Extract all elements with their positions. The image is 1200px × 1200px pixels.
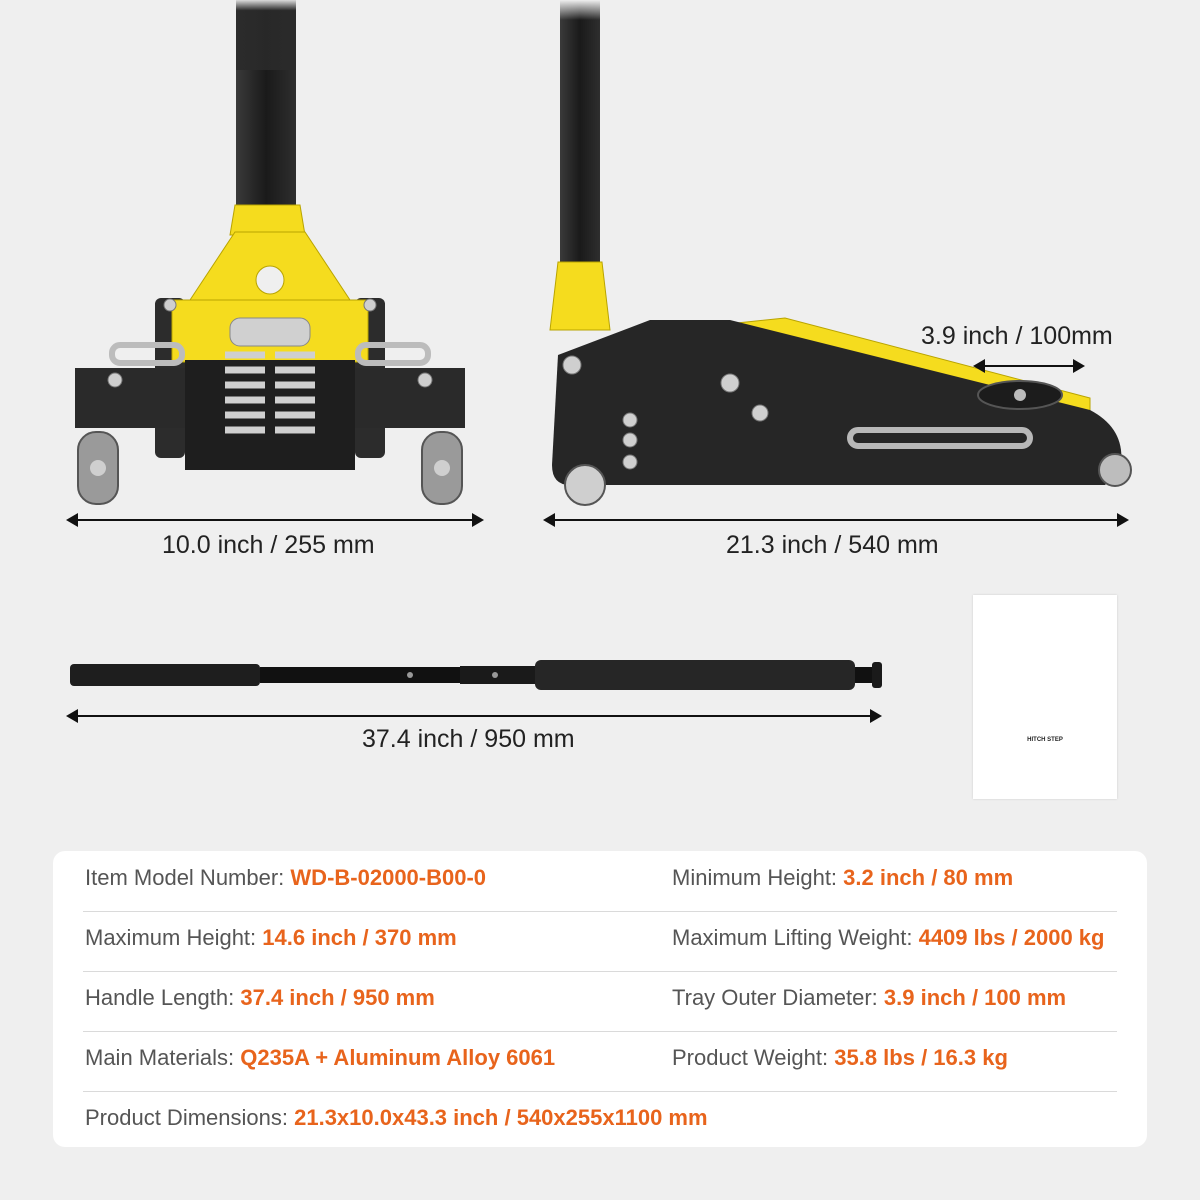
spec-row [83,851,1117,912]
saddle-diameter-arrow [975,365,1083,367]
jack-front-view-image [60,0,480,510]
sheet-text: HITCH STEP [1027,737,1063,743]
spec-max-lifting-weight: Maximum Lifting Weight: 4409 lbs / 2000 kg [672,925,1105,950]
spec-materials: Main Materials: Q235A + Aluminum Alloy 6061 [85,1045,556,1070]
handle-image [60,650,890,700]
spec-model: Item Model Number: WD-B-02000-B00-0 [85,865,487,890]
saddle-diameter-label: 3.9 inch / 100mm [921,322,1113,350]
jack-side-view-image [530,0,1140,510]
handle-length-label: 37.4 inch / 950 mm [362,725,575,753]
handle-length-arrow [68,715,880,717]
spec-tray-diameter: Tray Outer Diameter: 3.9 inch / 100 mm [672,985,1067,1010]
front-width-label: 10.0 inch / 255 mm [162,531,375,559]
spec-row [83,1091,1117,1151]
specs-panel [53,851,1147,1147]
spec-row [83,971,1117,1032]
spec-dimensions: Product Dimensions: 21.3x10.0x43.3 inch / 540x255x1100 mm [85,1105,708,1130]
spec-handle-length: Handle Length: 37.4 inch / 950 mm [85,985,435,1010]
front-width-arrow [68,519,482,521]
spec-weight: Product Weight: 35.8 lbs / 16.3 kg [672,1045,1008,1070]
spec-row [83,1031,1117,1092]
spec-max-height: Maximum Height: 14.6 inch / 370 mm [85,925,457,950]
instruction-sheet [973,595,1117,799]
spec-min-height: Minimum Height: 3.2 inch / 80 mm [672,865,1014,890]
spec-row [83,911,1117,972]
side-length-label: 21.3 inch / 540 mm [726,531,939,559]
side-length-arrow [545,519,1127,521]
